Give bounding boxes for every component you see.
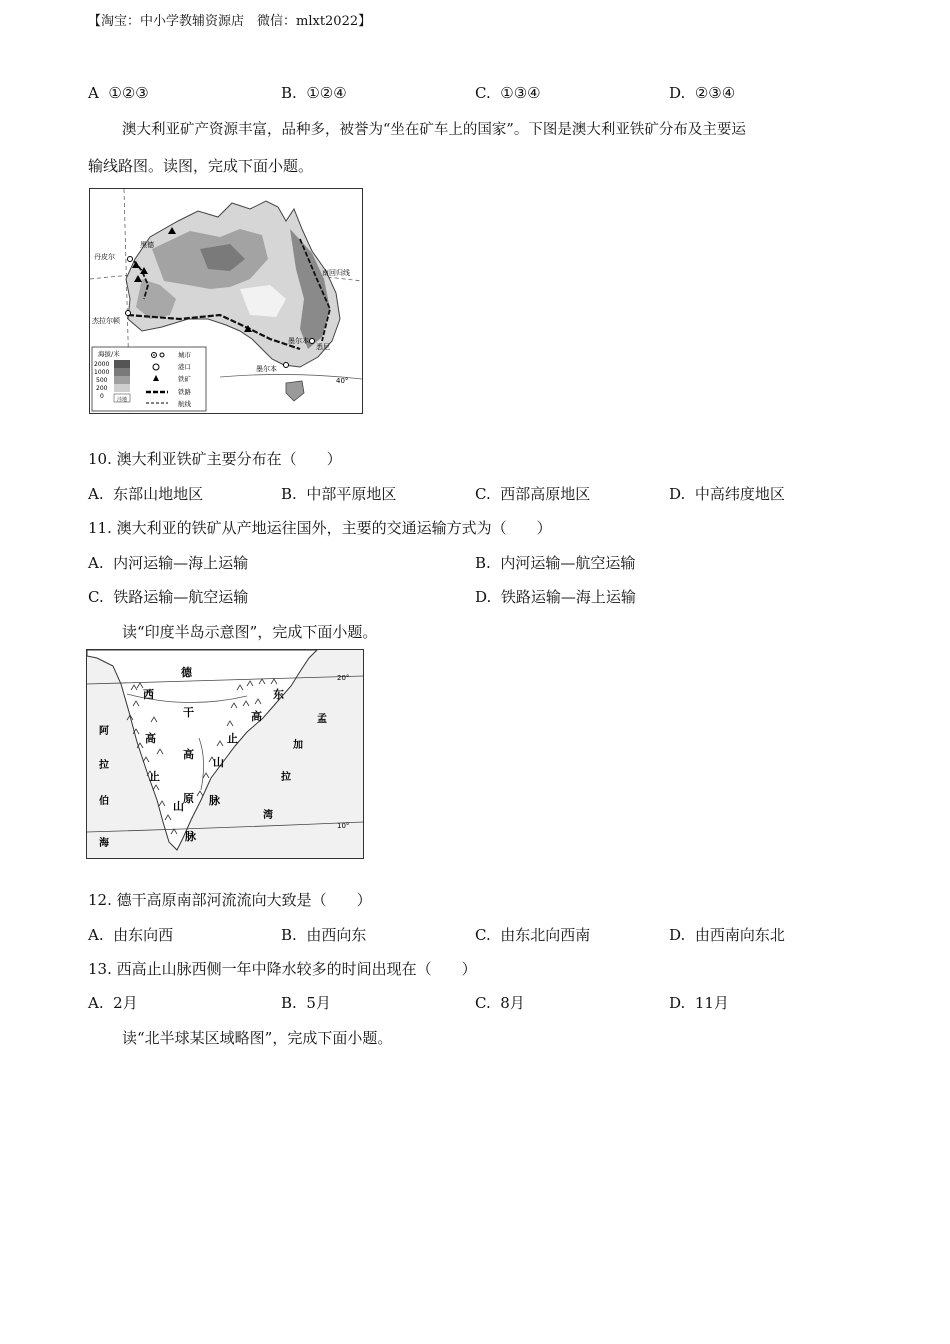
label-lat-10: 10° bbox=[337, 822, 350, 830]
legend-city: 城市 bbox=[178, 351, 191, 359]
q11-option-a: A. 内河运输—海上运输 bbox=[88, 554, 249, 572]
legend-elev-200: 200 bbox=[96, 385, 108, 392]
label-yuan: 原 bbox=[183, 792, 194, 805]
q12-option-d: D. 由西南向东北 bbox=[669, 926, 785, 944]
q11-option-d: D. 铁路运输—海上运输 bbox=[475, 588, 636, 606]
q12-stem: 12. 德干高原南部河流流向大致是（ ） bbox=[88, 891, 372, 909]
label-arabian-la: 拉 bbox=[99, 760, 109, 771]
q10-option-a: A. 东部山地地区 bbox=[88, 485, 204, 503]
label-mai-east: 脉 bbox=[209, 794, 220, 807]
q10-stem: 10. 澳大利亚铁矿主要分布在（ ） bbox=[88, 450, 342, 468]
intro-northern-hemisphere: 读“北半球某区域略图”，完成下面小题。 bbox=[122, 1029, 393, 1047]
legend-shipping: 航线 bbox=[178, 400, 191, 408]
india-map-svg bbox=[87, 650, 363, 858]
prev-option-d: D. ②③④ bbox=[669, 84, 736, 102]
label-arabian-a: 阿 bbox=[99, 726, 109, 737]
label-dampier: 丹皮尔 bbox=[94, 253, 115, 261]
label-de: 德 bbox=[181, 666, 192, 679]
intro-australia-line2: 输线路图。读图，完成下面小题。 bbox=[88, 157, 314, 175]
q12-option-a: A. 由东向西 bbox=[88, 926, 174, 944]
label-lat-40: 40° bbox=[336, 377, 349, 385]
india-peninsula-map bbox=[86, 649, 364, 859]
q11-option-c: C. 铁路运输—航空运输 bbox=[88, 588, 249, 606]
page-header: 【淘宝：中小学教辅资源店 微信：mlxt2022】 bbox=[88, 14, 372, 29]
label-arabian-hai: 海 bbox=[99, 838, 109, 849]
label-lat-20: 20° bbox=[337, 674, 350, 682]
q10-option-d: D. 中高纬度地区 bbox=[669, 485, 785, 503]
q10-option-c: C. 西部高原地区 bbox=[475, 485, 591, 503]
label-dong: 东 bbox=[273, 688, 284, 701]
prev-option-a: A ①②③ bbox=[88, 84, 149, 102]
label-bengal-jia: 加 bbox=[293, 740, 303, 751]
label-sydney: 悉尼 bbox=[316, 343, 330, 351]
label-hedland: 黑德 bbox=[140, 241, 154, 249]
legend-low: 洼地 bbox=[117, 397, 128, 403]
label-shan-east: 山 bbox=[213, 756, 224, 769]
legend-elev-2000: 2000 bbox=[94, 361, 110, 368]
australia-iron-ore-map bbox=[89, 188, 363, 414]
city-icon bbox=[310, 339, 315, 344]
label-shan-west: 山 bbox=[173, 800, 184, 813]
prev-option-c: C. ①③④ bbox=[475, 84, 541, 102]
prev-option-b: B. ①②④ bbox=[281, 84, 347, 102]
port-icon bbox=[126, 311, 131, 316]
australia-map-svg bbox=[90, 189, 362, 413]
label-bengal-meng: 孟 bbox=[317, 714, 327, 725]
city-icon bbox=[284, 363, 289, 368]
label-tropic: 南回归线 bbox=[322, 269, 350, 277]
legend-iron: 铁矿 bbox=[178, 375, 191, 383]
intro-india: 读“印度半岛示意图”，完成下面小题。 bbox=[122, 623, 378, 641]
q13-option-a: A. 2月 bbox=[88, 994, 138, 1012]
label-bengal-la: 拉 bbox=[281, 772, 291, 783]
intro-australia-line1: 澳大利亚矿产资源丰富，品种多，被誉为“坐在矿车上的国家”。下图是澳大利亚铁矿分布及主要运 bbox=[122, 122, 746, 138]
q12-option-c: C. 由东北向西南 bbox=[475, 926, 591, 944]
legend-elev-0: 0 bbox=[100, 393, 104, 400]
label-port: 墨尔本 bbox=[256, 365, 277, 373]
port-icon bbox=[128, 257, 133, 262]
label-bengal-wan: 湾 bbox=[263, 810, 273, 821]
q11-option-b: B. 内河运输—航空运输 bbox=[475, 554, 636, 572]
label-gao-west: 高 bbox=[145, 732, 156, 745]
label-gan: 干 bbox=[183, 706, 194, 719]
legend-title: 海拔/米 bbox=[98, 350, 120, 358]
q10-option-b: B. 中部平原地区 bbox=[281, 485, 397, 503]
label-melbourne-north: 墨尔本 bbox=[288, 337, 309, 345]
legend-elev-1000: 1000 bbox=[94, 369, 110, 376]
q11-stem: 11. 澳大利亚的铁矿从产地运往国外，主要的交通运输方式为（ ） bbox=[88, 519, 552, 537]
label-arabian-bo: 伯 bbox=[99, 796, 109, 807]
q13-option-c: C. 8月 bbox=[475, 994, 525, 1012]
label-zhi-east: 止 bbox=[227, 732, 238, 745]
label-geraldton: 杰拉尔顿 bbox=[92, 317, 120, 325]
q12-option-b: B. 由西向东 bbox=[281, 926, 367, 944]
label-gao-east: 高 bbox=[251, 710, 262, 723]
legend-port: 港口 bbox=[178, 363, 191, 371]
legend-railway: 铁路 bbox=[178, 388, 191, 396]
legend-elev-500: 500 bbox=[96, 377, 108, 384]
label-xi: 西 bbox=[143, 688, 154, 701]
q13-option-b: B. 5月 bbox=[281, 994, 331, 1012]
label-zhi-west: 止 bbox=[149, 770, 160, 783]
q13-option-d: D. 11月 bbox=[669, 994, 729, 1012]
q13-stem: 13. 西高止山脉西侧一年中降水较多的时间出现在（ ） bbox=[88, 960, 477, 978]
map-legend bbox=[92, 347, 206, 411]
tasmania bbox=[286, 381, 304, 401]
label-gao-plateau: 高 bbox=[183, 748, 194, 761]
label-mai-west: 脉 bbox=[185, 830, 196, 843]
